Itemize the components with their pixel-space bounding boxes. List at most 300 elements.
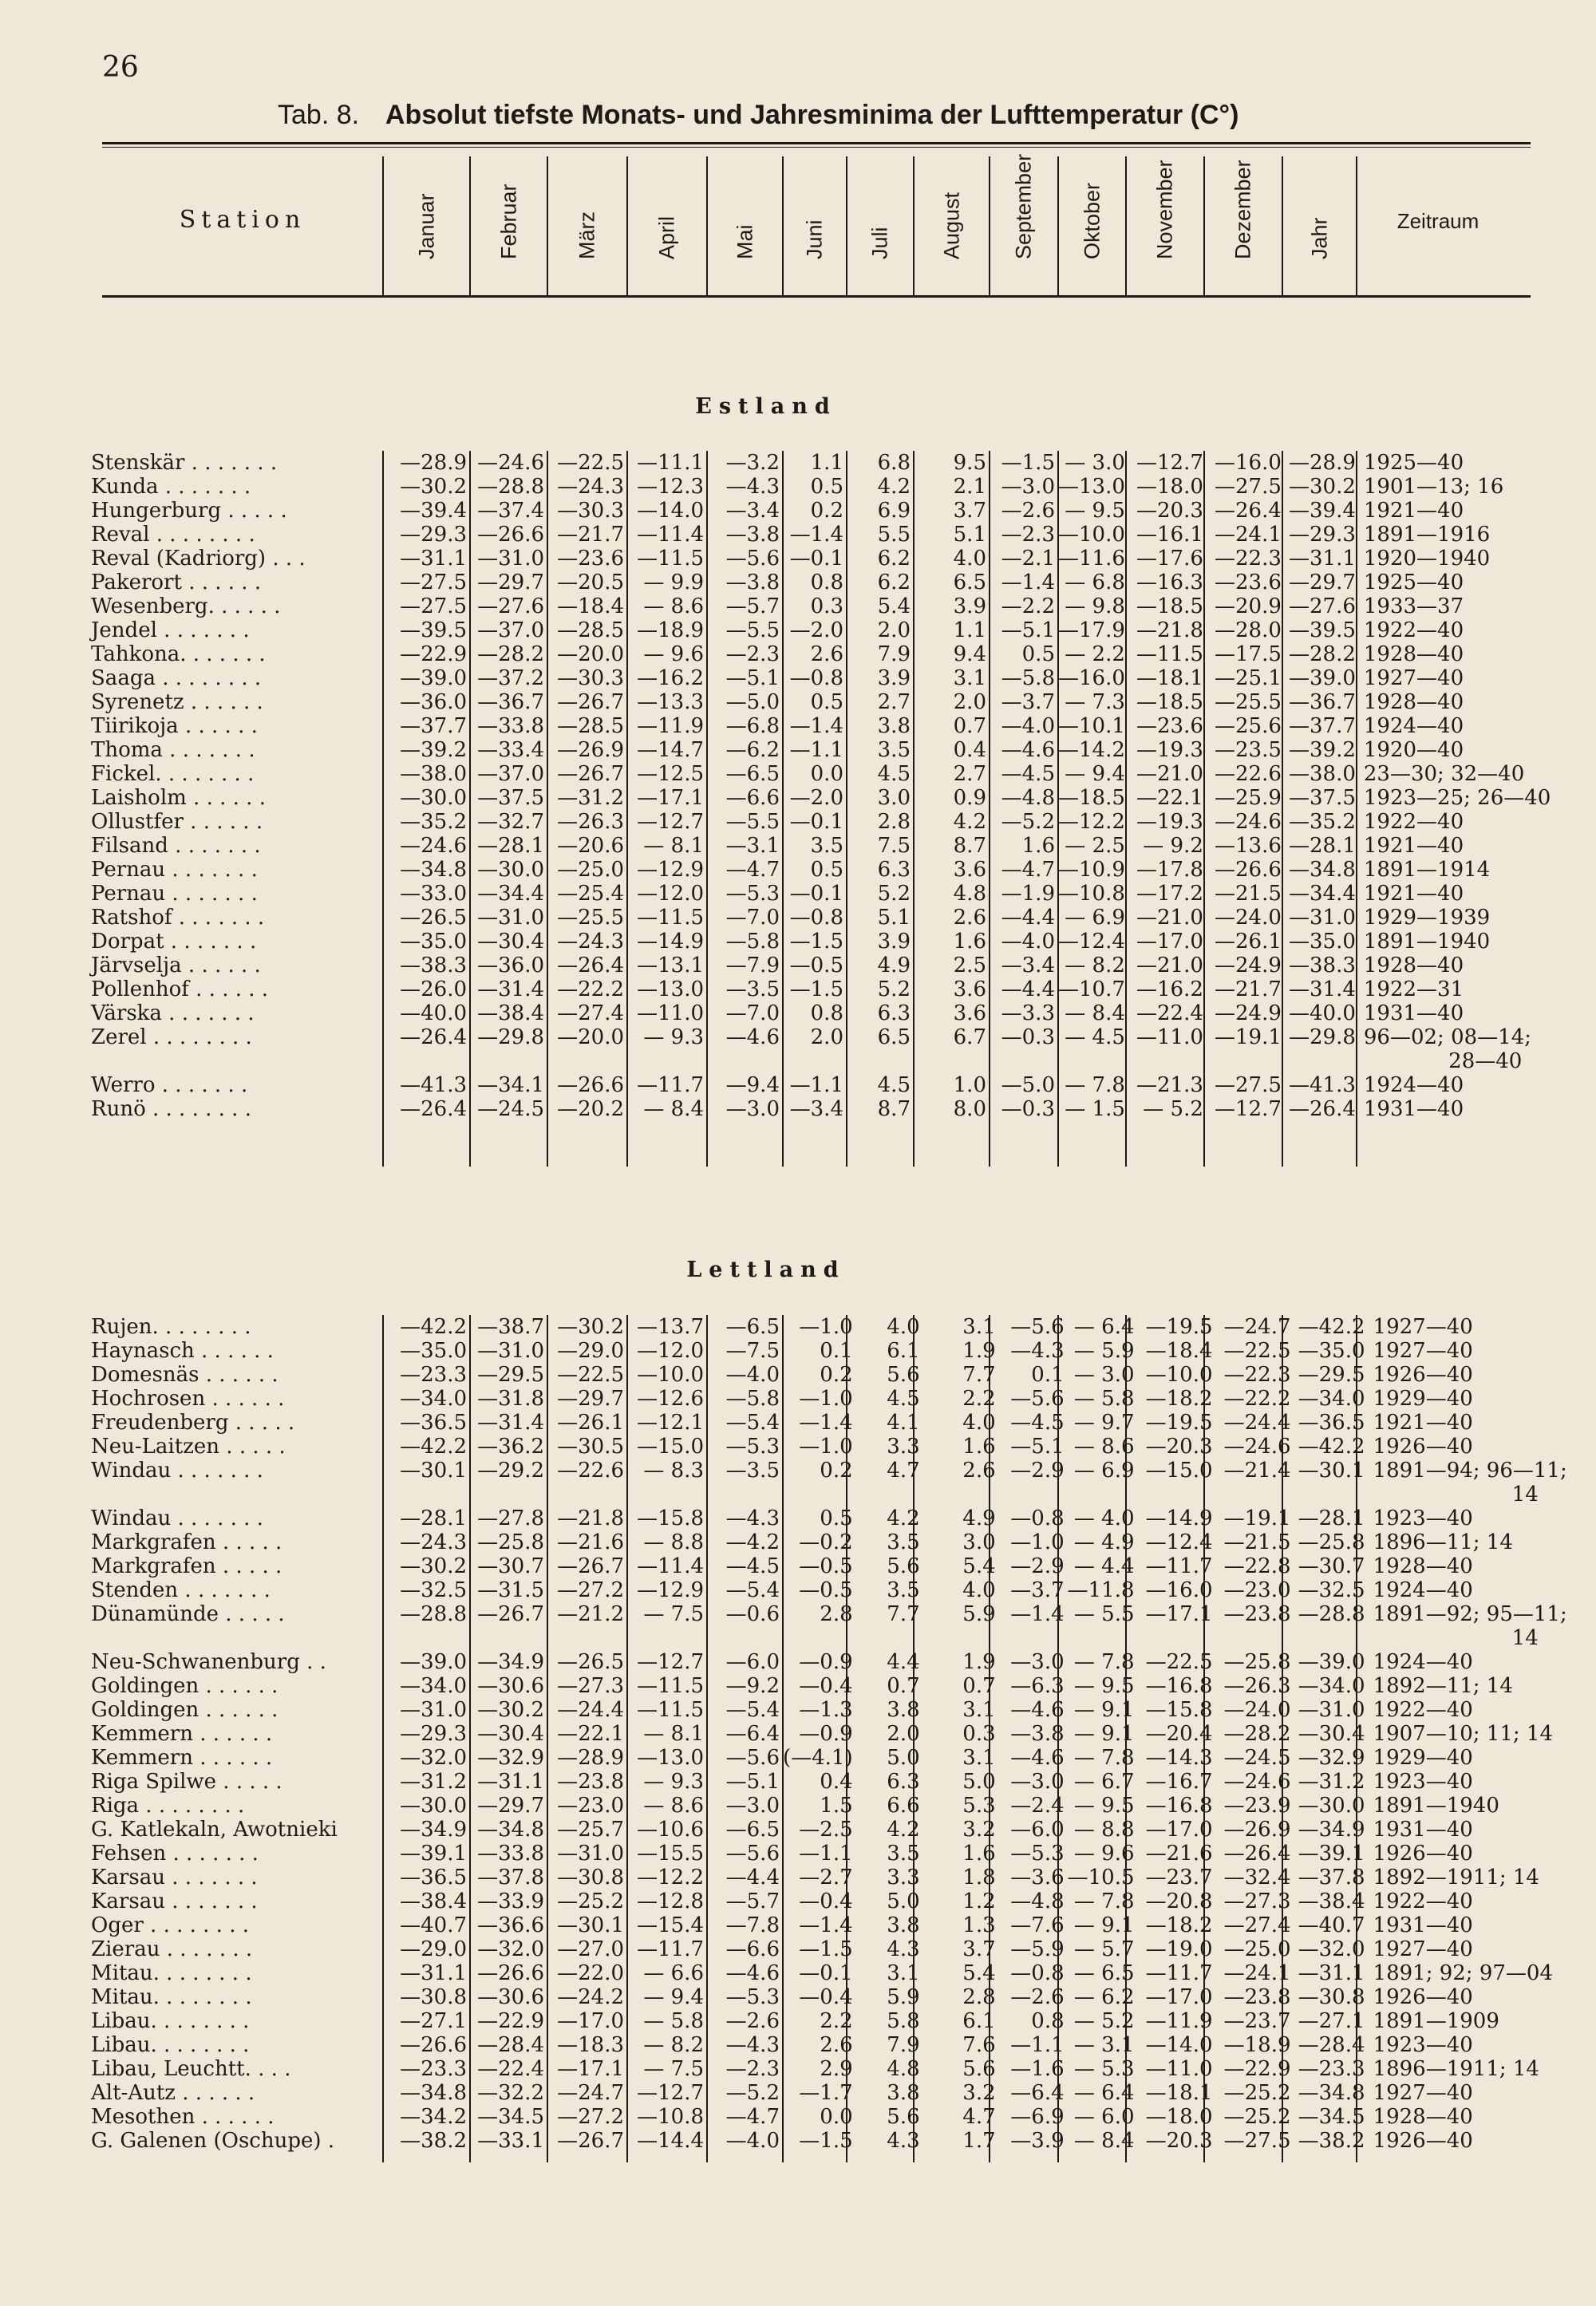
value-cell: —24.3 — [557, 475, 624, 499]
value-cell: —1.5 — [799, 1937, 853, 1961]
value-cell: —24.6 — [1223, 1770, 1291, 1794]
table-row — [89, 642, 1554, 666]
value-cell: —26.6 — [557, 1073, 624, 1097]
value-cell: —13.3 — [637, 690, 704, 714]
value-cell: 1.6 — [962, 1842, 996, 1866]
value-cell: —7.0 — [725, 906, 780, 930]
value-cell: —3.6 — [1010, 1866, 1065, 1889]
period-cell: 1926—40 — [1373, 1435, 1473, 1459]
value-cell: — 6.4 — [1073, 2081, 1135, 2105]
value-cell: —28.1 — [1298, 1506, 1365, 1530]
value-cell: —29.3 — [1289, 523, 1356, 547]
value-cell: 0.0 — [810, 762, 843, 786]
value-cell: 0.0 — [820, 2105, 853, 2129]
period-cell: 1928—40 — [1373, 1554, 1473, 1578]
value-cell: —30.8 — [1298, 1985, 1365, 2009]
value-cell: —25.1 — [1215, 666, 1282, 690]
value-cell: —16.0 — [1215, 451, 1282, 475]
value-cell: —10.7 — [1058, 977, 1125, 1001]
value-cell: —18.4 — [557, 594, 624, 618]
month-header-label: Februar — [496, 184, 520, 259]
value-cell: —11.5 — [637, 547, 704, 571]
value-cell: — 4.0 — [1073, 1506, 1135, 1530]
station-name: Pernau . . . . . . . — [91, 858, 258, 882]
month-header-12 — [1282, 156, 1357, 295]
value-cell: —23.3 — [1298, 2057, 1365, 2081]
value-cell: —22.1 — [1136, 786, 1203, 810]
column-rule — [1282, 156, 1283, 295]
value-cell: —0.6 — [725, 1602, 780, 1626]
value-cell: 3.7 — [962, 1937, 996, 1961]
value-cell: 2.9 — [820, 2057, 853, 2081]
value-cell: — 9.1 — [1073, 1913, 1135, 1937]
value-cell: —5.8 — [1001, 666, 1055, 690]
empty-cell — [707, 1626, 783, 1650]
table-row — [89, 1387, 1570, 1411]
table-row — [89, 547, 1554, 571]
value-cell: —32.5 — [400, 1578, 467, 1602]
value-cell: —6.4 — [1010, 2081, 1065, 2105]
period-cell: 1920—40 — [1363, 738, 1464, 762]
value-cell: —29.0 — [400, 1937, 467, 1961]
value-cell: —2.3 — [725, 2057, 780, 2081]
value-cell: —22.4 — [1136, 1001, 1203, 1025]
value-cell: —39.0 — [1289, 666, 1356, 690]
value-cell: —28.9 — [557, 1746, 624, 1770]
value-cell: —18.2 — [1145, 1387, 1213, 1411]
value-cell: —3.7 — [1001, 690, 1055, 714]
value-cell: —13.1 — [637, 954, 704, 977]
value-cell: —14.9 — [1145, 1506, 1213, 1530]
value-cell: —1.4 — [1001, 571, 1055, 594]
value-cell: —6.0 — [1010, 1818, 1065, 1842]
value-cell: 3.5 — [877, 738, 911, 762]
table-row — [89, 1722, 1570, 1746]
value-cell: —3.0 — [725, 1794, 780, 1818]
period-cell: 1924—40 — [1363, 1073, 1464, 1097]
value-cell: —31.2 — [1298, 1770, 1365, 1794]
period-cell: 1901—13; 16 — [1363, 475, 1504, 499]
value-cell: —26.3 — [557, 810, 624, 834]
period-cell: 1926—40 — [1373, 1363, 1473, 1387]
station-name: Goldingen . . . . . . — [91, 1674, 279, 1698]
value-cell: —37.0 — [477, 618, 544, 642]
value-cell: —19.3 — [1136, 738, 1203, 762]
station-name: Fehsen . . . . . . . — [91, 1842, 259, 1866]
station-name: Tiirikoja . . . . . . — [91, 714, 258, 738]
value-cell: —33.1 — [477, 2129, 544, 2153]
value-cell: —29.3 — [400, 523, 467, 547]
value-cell: —0.9 — [799, 1650, 853, 1674]
value-cell: 4.5 — [887, 1387, 920, 1411]
value-cell: —23.7 — [1223, 2009, 1291, 2033]
value-cell: —15.4 — [637, 1913, 704, 1937]
period-cell: 1929—40 — [1373, 1746, 1473, 1770]
value-cell: —20.2 — [557, 1097, 624, 1121]
value-cell: 0.7 — [887, 1674, 920, 1698]
value-cell: 4.4 — [887, 1650, 920, 1674]
value-cell: — 8.1 — [643, 1722, 704, 1746]
value-cell: —32.9 — [477, 1746, 544, 1770]
value-cell: — 6.2 — [1073, 1985, 1135, 2009]
value-cell: — 6.9 — [1073, 1459, 1135, 1483]
value-cell: —5.6 — [1010, 1315, 1065, 1339]
value-cell: —30.4 — [477, 930, 544, 954]
value-cell: —25.5 — [1215, 690, 1282, 714]
value-cell: — 8.2 — [1065, 954, 1125, 977]
period-cell: 1923—25; 26—40 — [1363, 786, 1551, 810]
table-row — [89, 1339, 1570, 1363]
month-header-9 — [1058, 156, 1126, 295]
value-cell: —11.7 — [1145, 1554, 1213, 1578]
value-cell: —3.8 — [725, 571, 780, 594]
value-cell: 7.7 — [887, 1602, 920, 1626]
column-rule — [547, 156, 548, 295]
value-cell: — 5.2 — [1143, 1097, 1203, 1121]
table-row — [89, 906, 1554, 930]
value-cell: 0.3 — [810, 594, 843, 618]
value-cell: —3.3 — [1001, 1001, 1055, 1025]
value-cell: 3.5 — [887, 1842, 920, 1866]
value-cell: —12.0 — [637, 1339, 704, 1363]
value-cell: —6.4 — [725, 1722, 780, 1746]
value-cell: —26.4 — [557, 954, 624, 977]
value-cell: —5.6 — [725, 1746, 780, 1770]
value-cell: — 8.6 — [643, 1794, 704, 1818]
value-cell: —30.0 — [400, 1794, 467, 1818]
station-name: Reval (Kadriorg) . . . — [91, 547, 306, 571]
value-cell: —17.0 — [557, 2009, 624, 2033]
empty-cell — [847, 1049, 914, 1073]
value-cell: —27.3 — [557, 1674, 624, 1698]
value-cell: —25.2 — [1223, 2105, 1291, 2129]
value-cell: —25.2 — [1223, 2081, 1291, 2105]
value-cell: —5.4 — [725, 1411, 780, 1435]
value-cell: 4.0 — [887, 1315, 920, 1339]
value-cell: —18.5 — [1136, 690, 1203, 714]
table-row — [89, 882, 1554, 906]
value-cell: —12.4 — [1058, 930, 1125, 954]
value-cell: —5.2 — [725, 2081, 780, 2105]
table-row — [89, 1674, 1570, 1698]
period-cell: 1922—40 — [1373, 1889, 1473, 1913]
value-cell: —27.2 — [557, 1578, 624, 1602]
value-cell: —22.5 — [1145, 1650, 1213, 1674]
value-cell: —31.5 — [477, 1578, 544, 1602]
value-cell: —12.8 — [637, 1889, 704, 1913]
value-cell: —7.8 — [725, 1913, 780, 1937]
value-cell: —40.7 — [400, 1913, 467, 1937]
value-cell: —26.5 — [400, 906, 467, 930]
empty-cell — [383, 1483, 470, 1506]
value-cell: —18.3 — [557, 2033, 624, 2057]
value-cell: 3.6 — [953, 858, 986, 882]
period-cell: 1927—40 — [1373, 1315, 1473, 1339]
empty-cell — [707, 1049, 783, 1073]
value-cell: —4.3 — [725, 2033, 780, 2057]
period-cell: 1928—40 — [1363, 954, 1464, 977]
station-name: Kunda . . . . . . . — [91, 475, 251, 499]
value-cell: 5.1 — [953, 523, 986, 547]
value-cell: —28.1 — [400, 1506, 467, 1530]
empty-cell — [547, 1483, 627, 1506]
value-cell: — 9.5 — [1073, 1794, 1135, 1818]
value-cell: —35.0 — [1298, 1339, 1365, 1363]
empty-cell — [1294, 1483, 1369, 1506]
value-cell: —23.8 — [1223, 1602, 1291, 1626]
value-cell: —31.0 — [477, 547, 544, 571]
value-cell: 4.2 — [887, 1506, 920, 1530]
value-cell: —20.0 — [557, 1025, 624, 1049]
value-cell: 9.4 — [953, 642, 986, 666]
value-cell: —4.7 — [1001, 858, 1055, 882]
empty-cell — [89, 1626, 383, 1650]
period-cell: 96—02; 08—14; — [1363, 1025, 1532, 1049]
value-cell: — 9.8 — [1065, 594, 1125, 618]
value-cell: —6.6 — [725, 786, 780, 810]
value-cell: —29.7 — [477, 571, 544, 594]
value-cell: —22.5 — [557, 451, 624, 475]
station-column-header: Station — [179, 206, 306, 234]
value-cell: 0.5 — [1021, 642, 1055, 666]
value-cell: —0.1 — [799, 1961, 853, 1985]
station-name: Hochrosen . . . . . . — [91, 1387, 285, 1411]
value-cell: —34.8 — [1289, 858, 1356, 882]
value-cell: 4.7 — [962, 2105, 996, 2129]
value-cell: 3.1 — [962, 1315, 996, 1339]
value-cell: —34.1 — [477, 1073, 544, 1097]
value-cell: —2.9 — [1010, 1554, 1065, 1578]
value-cell: —28.8 — [400, 1602, 467, 1626]
value-cell: —1.7 — [799, 2081, 853, 2105]
table-row — [89, 1770, 1570, 1794]
value-cell: —26.7 — [557, 2129, 624, 2153]
value-cell: —17.2 — [1136, 882, 1203, 906]
table-row — [89, 1506, 1570, 1530]
value-cell: —26.6 — [1215, 858, 1282, 882]
value-cell: 1.8 — [962, 1866, 996, 1889]
value-cell: —12.7 — [637, 1650, 704, 1674]
month-header-label: Dezember — [1231, 160, 1255, 259]
value-cell: —4.6 — [1010, 1698, 1065, 1722]
value-cell: —26.9 — [557, 738, 624, 762]
value-cell: 0.8 — [810, 571, 843, 594]
period-cell: 1920—1940 — [1363, 547, 1491, 571]
value-cell: —10.9 — [1058, 858, 1125, 882]
value-cell: —22.6 — [557, 1459, 624, 1483]
value-cell: 1.7 — [962, 2129, 996, 2153]
period-cell: 1928—40 — [1363, 642, 1464, 666]
station-name: Haynasch . . . . . . — [91, 1339, 274, 1363]
value-cell: —21.8 — [557, 1506, 624, 1530]
period-cell: 1891—1909 — [1373, 2009, 1499, 2033]
value-cell: —34.2 — [400, 2105, 467, 2129]
table-row — [89, 1961, 1570, 1985]
value-cell: —2.6 — [1010, 1985, 1065, 2009]
empty-cell — [1138, 1626, 1216, 1650]
table-row — [89, 1554, 1570, 1578]
station-name: Windau . . . . . . . — [91, 1459, 263, 1483]
value-cell: —12.9 — [637, 1578, 704, 1602]
value-cell: —19.1 — [1223, 1506, 1291, 1530]
value-cell: —0.1 — [789, 810, 843, 834]
value-cell: 6.3 — [877, 1001, 911, 1025]
value-cell: — 6.7 — [1073, 1770, 1135, 1794]
value-cell: —15.0 — [637, 1435, 704, 1459]
period-cell: 1891; 92; 97—04 — [1373, 1961, 1553, 1985]
empty-cell — [856, 1626, 923, 1650]
table-row — [89, 1866, 1570, 1889]
value-cell: — 4.9 — [1073, 1530, 1135, 1554]
value-cell: 2.0 — [877, 618, 911, 642]
section-title-estland: Estland — [695, 394, 837, 419]
value-cell: 7.7 — [962, 1363, 996, 1387]
value-cell: —17.8 — [1136, 858, 1203, 882]
value-cell: —0.8 — [789, 906, 843, 930]
value-cell: —41.3 — [400, 1073, 467, 1097]
empty-cell — [547, 1049, 627, 1073]
value-cell: —26.1 — [557, 1411, 624, 1435]
value-cell: — 9.4 — [1065, 762, 1125, 786]
value-cell: —1.5 — [1001, 451, 1055, 475]
column-rule — [1203, 156, 1205, 295]
value-cell: —3.4 — [1001, 954, 1055, 977]
table-row — [89, 2105, 1570, 2129]
period-cell: 1922—31 — [1363, 977, 1464, 1001]
value-cell: —30.6 — [477, 1985, 544, 2009]
value-cell: —4.2 — [725, 1530, 780, 1554]
empty-cell — [783, 1626, 856, 1650]
value-cell: —26.9 — [1223, 1818, 1291, 1842]
table-number: Tab. 8. — [278, 100, 360, 130]
value-cell: —2.2 — [1001, 594, 1055, 618]
value-cell: —39.2 — [1289, 738, 1356, 762]
value-cell: —2.3 — [1001, 523, 1055, 547]
empty-cell — [999, 1483, 1068, 1506]
value-cell: —6.5 — [725, 1315, 780, 1339]
value-cell: —21.7 — [557, 523, 624, 547]
table-row — [89, 1746, 1570, 1770]
value-cell: —25.8 — [477, 1530, 544, 1554]
station-name: G. Katlekaln, Awotnieki — [91, 1818, 338, 1842]
period-cell: 1927—40 — [1373, 1937, 1473, 1961]
table-row — [89, 618, 1554, 642]
value-cell: 5.2 — [877, 977, 911, 1001]
value-cell: —24.5 — [1223, 1746, 1291, 1770]
column-rule — [382, 156, 384, 295]
value-cell: —31.2 — [557, 786, 624, 810]
value-cell: —32.0 — [477, 1937, 544, 1961]
value-cell: —29.7 — [557, 1387, 624, 1411]
month-header-5 — [783, 156, 847, 295]
empty-cell — [923, 1626, 999, 1650]
value-cell: —24.9 — [1215, 954, 1282, 977]
value-cell: —13.0 — [1058, 475, 1125, 499]
value-cell: —29.5 — [477, 1363, 544, 1387]
value-cell: — 9.5 — [1073, 1674, 1135, 1698]
value-cell: —28.8 — [1298, 1602, 1365, 1626]
value-cell: —11.7 — [637, 1073, 704, 1097]
value-cell: —38.2 — [1298, 2129, 1365, 2153]
value-cell: 0.2 — [820, 1363, 853, 1387]
value-cell: —24.4 — [557, 1698, 624, 1722]
empty-cell — [783, 1483, 856, 1506]
value-cell: —5.4 — [725, 1698, 780, 1722]
value-cell: —5.5 — [725, 618, 780, 642]
value-cell: 6.1 — [887, 1339, 920, 1363]
period-cell: 1928—40 — [1373, 2105, 1473, 2129]
value-cell: 1.5 — [820, 1794, 853, 1818]
value-cell: —38.4 — [1298, 1889, 1365, 1913]
period-cell: 1907—10; 11; 14 — [1373, 1722, 1553, 1746]
station-name: Libau. . . . . . . . — [91, 2009, 250, 2033]
value-cell: —28.2 — [1223, 1722, 1291, 1746]
table-row — [89, 2033, 1570, 2057]
value-cell: —21.8 — [1136, 618, 1203, 642]
value-cell: —30.3 — [557, 666, 624, 690]
column-rule — [706, 156, 708, 295]
value-cell: —29.5 — [1298, 1363, 1365, 1387]
value-cell: —2.7 — [799, 1866, 853, 1889]
value-cell: —5.3 — [725, 1435, 780, 1459]
table-row-continuation — [89, 1049, 1554, 1073]
value-cell: —21.0 — [1136, 954, 1203, 977]
table-row — [89, 451, 1554, 475]
period-cell: 1892—1911; 14 — [1373, 1866, 1539, 1889]
period-cell: 1891—94; 96—11; — [1373, 1459, 1567, 1483]
station-name: Libau, Leuchtt. . . . — [91, 2057, 291, 2081]
empty-cell — [383, 1049, 470, 1073]
value-cell: —12.6 — [637, 1387, 704, 1411]
value-cell: —27.6 — [477, 594, 544, 618]
value-cell: —34.4 — [1289, 882, 1356, 906]
value-cell: —30.2 — [1289, 475, 1356, 499]
value-cell: 5.6 — [887, 1554, 920, 1578]
value-cell: —0.1 — [789, 547, 843, 571]
value-cell: —38.3 — [1289, 954, 1356, 977]
value-cell: — 6.0 — [1073, 2105, 1135, 2129]
value-cell: —7.5 — [725, 1339, 780, 1363]
value-cell: 2.0 — [810, 1025, 843, 1049]
value-cell: —39.5 — [400, 618, 467, 642]
table-row — [89, 1315, 1570, 1339]
value-cell: —7.9 — [725, 954, 780, 977]
value-cell: —0.4 — [799, 1985, 853, 2009]
value-cell: —31.8 — [477, 1387, 544, 1411]
month-header-3 — [627, 156, 707, 295]
value-cell: —20.3 — [1136, 499, 1203, 523]
value-cell: — 8.3 — [643, 1459, 704, 1483]
value-cell: 7.9 — [887, 2033, 920, 2057]
value-cell: —29.2 — [477, 1459, 544, 1483]
value-cell: 2.6 — [810, 642, 843, 666]
station-name: Pernau . . . . . . . — [91, 882, 258, 906]
value-cell: —31.0 — [477, 906, 544, 930]
value-cell: 6.9 — [877, 499, 911, 523]
value-cell: — 6.8 — [1065, 571, 1125, 594]
value-cell: 6.3 — [877, 858, 911, 882]
value-cell: — 1.5 — [1065, 1097, 1125, 1121]
value-cell: —37.8 — [1298, 1866, 1365, 1889]
value-cell: — 9.1 — [1073, 1722, 1135, 1746]
value-cell: —12.7 — [637, 2081, 704, 2105]
value-cell: —5.1 — [725, 1770, 780, 1794]
value-cell: 2.1 — [953, 475, 986, 499]
value-cell: 3.1 — [962, 1746, 996, 1770]
value-cell: —30.1 — [557, 1913, 624, 1937]
value-cell: —14.9 — [637, 930, 704, 954]
value-cell: —2.5 — [799, 1818, 853, 1842]
